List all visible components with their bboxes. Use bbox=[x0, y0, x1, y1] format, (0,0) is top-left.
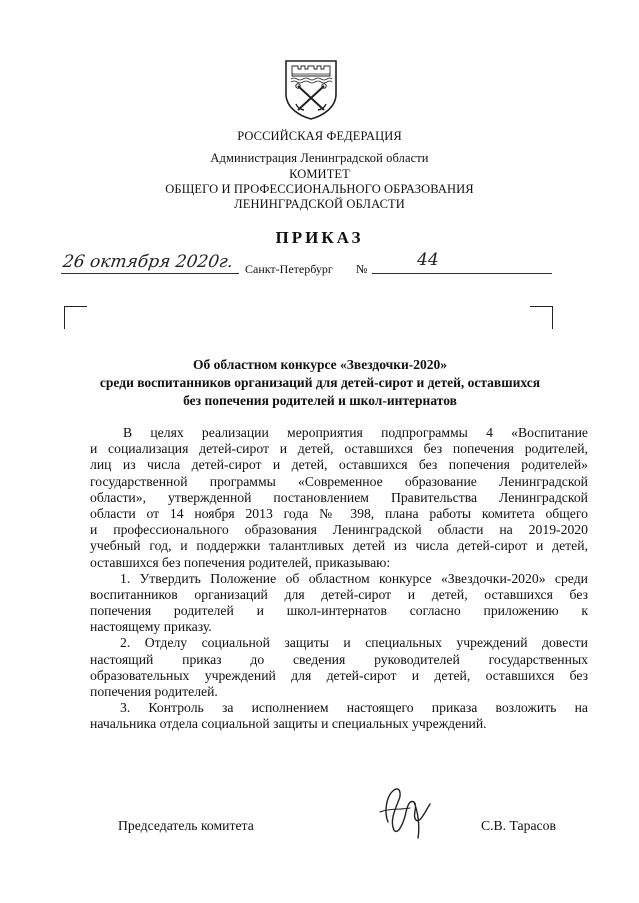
body-line: В целях реализации мероприятия подпрограммы 4 «Воспитание bbox=[123, 425, 588, 440]
signatory-position: Председатель комитета bbox=[118, 818, 254, 833]
committee-line-1: КОМИТЕТ bbox=[289, 167, 350, 181]
corner-mark-left bbox=[64, 306, 87, 329]
subject-line-3: без попечения родителей и школ-интернатов bbox=[183, 393, 457, 408]
body-line: государственной программы «Современное образование Ленинградской bbox=[90, 473, 588, 489]
body-line: учебный год, и поддержки талантливых детей из числа детей-сирот и детей, bbox=[90, 538, 588, 554]
body-line: 3. Контроль за исполнением настоящего приказа возложить на bbox=[120, 700, 588, 716]
body-line: 2. Отделу социальной защиты и специальных учреждений довести bbox=[120, 635, 588, 651]
order-title: ПРИКАЗ bbox=[275, 228, 364, 247]
body-line: и профессионального образования Ленинградской области на 2019-2020 bbox=[90, 522, 588, 538]
order-city: Санкт-Петербург bbox=[245, 262, 333, 276]
body-line: области», утвержденной постановлением Правительства Ленинградской bbox=[90, 489, 588, 505]
body-line: и социализация детей-сирот и детей, оставшихся без попечения родителей, bbox=[90, 441, 588, 457]
corner-mark-right bbox=[530, 306, 553, 329]
number-sign: № bbox=[356, 262, 368, 276]
number-underline bbox=[372, 273, 552, 274]
administration-name: Администрация Ленинградской области bbox=[210, 151, 429, 165]
committee-line-2: ОБЩЕГО И ПРОФЕССИОНАЛЬНОГО ОБРАЗОВАНИЯ bbox=[165, 182, 474, 196]
subject-line-2: среди воспитанников организаций для детей-сирот и детей, оставшихся bbox=[99, 375, 541, 390]
order-body bbox=[90, 425, 588, 733]
leningrad-oblast-coat-of-arms-icon bbox=[282, 58, 340, 120]
committee-line-3: ЛЕНИНГРАДСКОЙ ОБЛАСТИ bbox=[234, 197, 405, 211]
body-line: попечения родителей. bbox=[90, 684, 218, 699]
order-number: 44 bbox=[417, 250, 439, 270]
country-name: РОССИЙСКАЯ ФЕДЕРАЦИЯ bbox=[237, 129, 402, 143]
body-line: настоящему приказу. bbox=[90, 619, 212, 635]
body-line: 1. Утвердить Положение об областном конкурсе «Звездочки-2020» среди bbox=[120, 570, 588, 586]
body-line: настоящий приказ до сведения руководителей государственных bbox=[90, 651, 588, 667]
order-date: 26 октября 2020г. bbox=[61, 252, 235, 272]
subject-line-1: Об областном конкурсе «Звездочки-2020» bbox=[192, 357, 448, 372]
signatory-name: С.В. Тарасов bbox=[481, 818, 556, 833]
body-line: попечения родителей и школ-интернатов согласно приложению к bbox=[90, 603, 588, 619]
body-line: образовательных учреждений для детей-сирот и детей, оставшихся без bbox=[90, 667, 588, 683]
body-line: лиц из числа детей-сирот и детей, оставшихся без попечения родителей» bbox=[90, 457, 588, 473]
body-line: оставшихся без попечения родителей, приказываю: bbox=[90, 554, 391, 570]
body-line: области от 14 ноября 2013 года № 398, плана работы комитета общего bbox=[90, 505, 588, 521]
body-line: начальника отдела социальной защиты и специальных учреждений. bbox=[90, 716, 487, 732]
handwritten-signature bbox=[370, 782, 440, 842]
date-underline bbox=[61, 273, 239, 274]
body-line: воспитанников организаций для детей-сирот и детей, оставшихся без bbox=[90, 586, 588, 602]
